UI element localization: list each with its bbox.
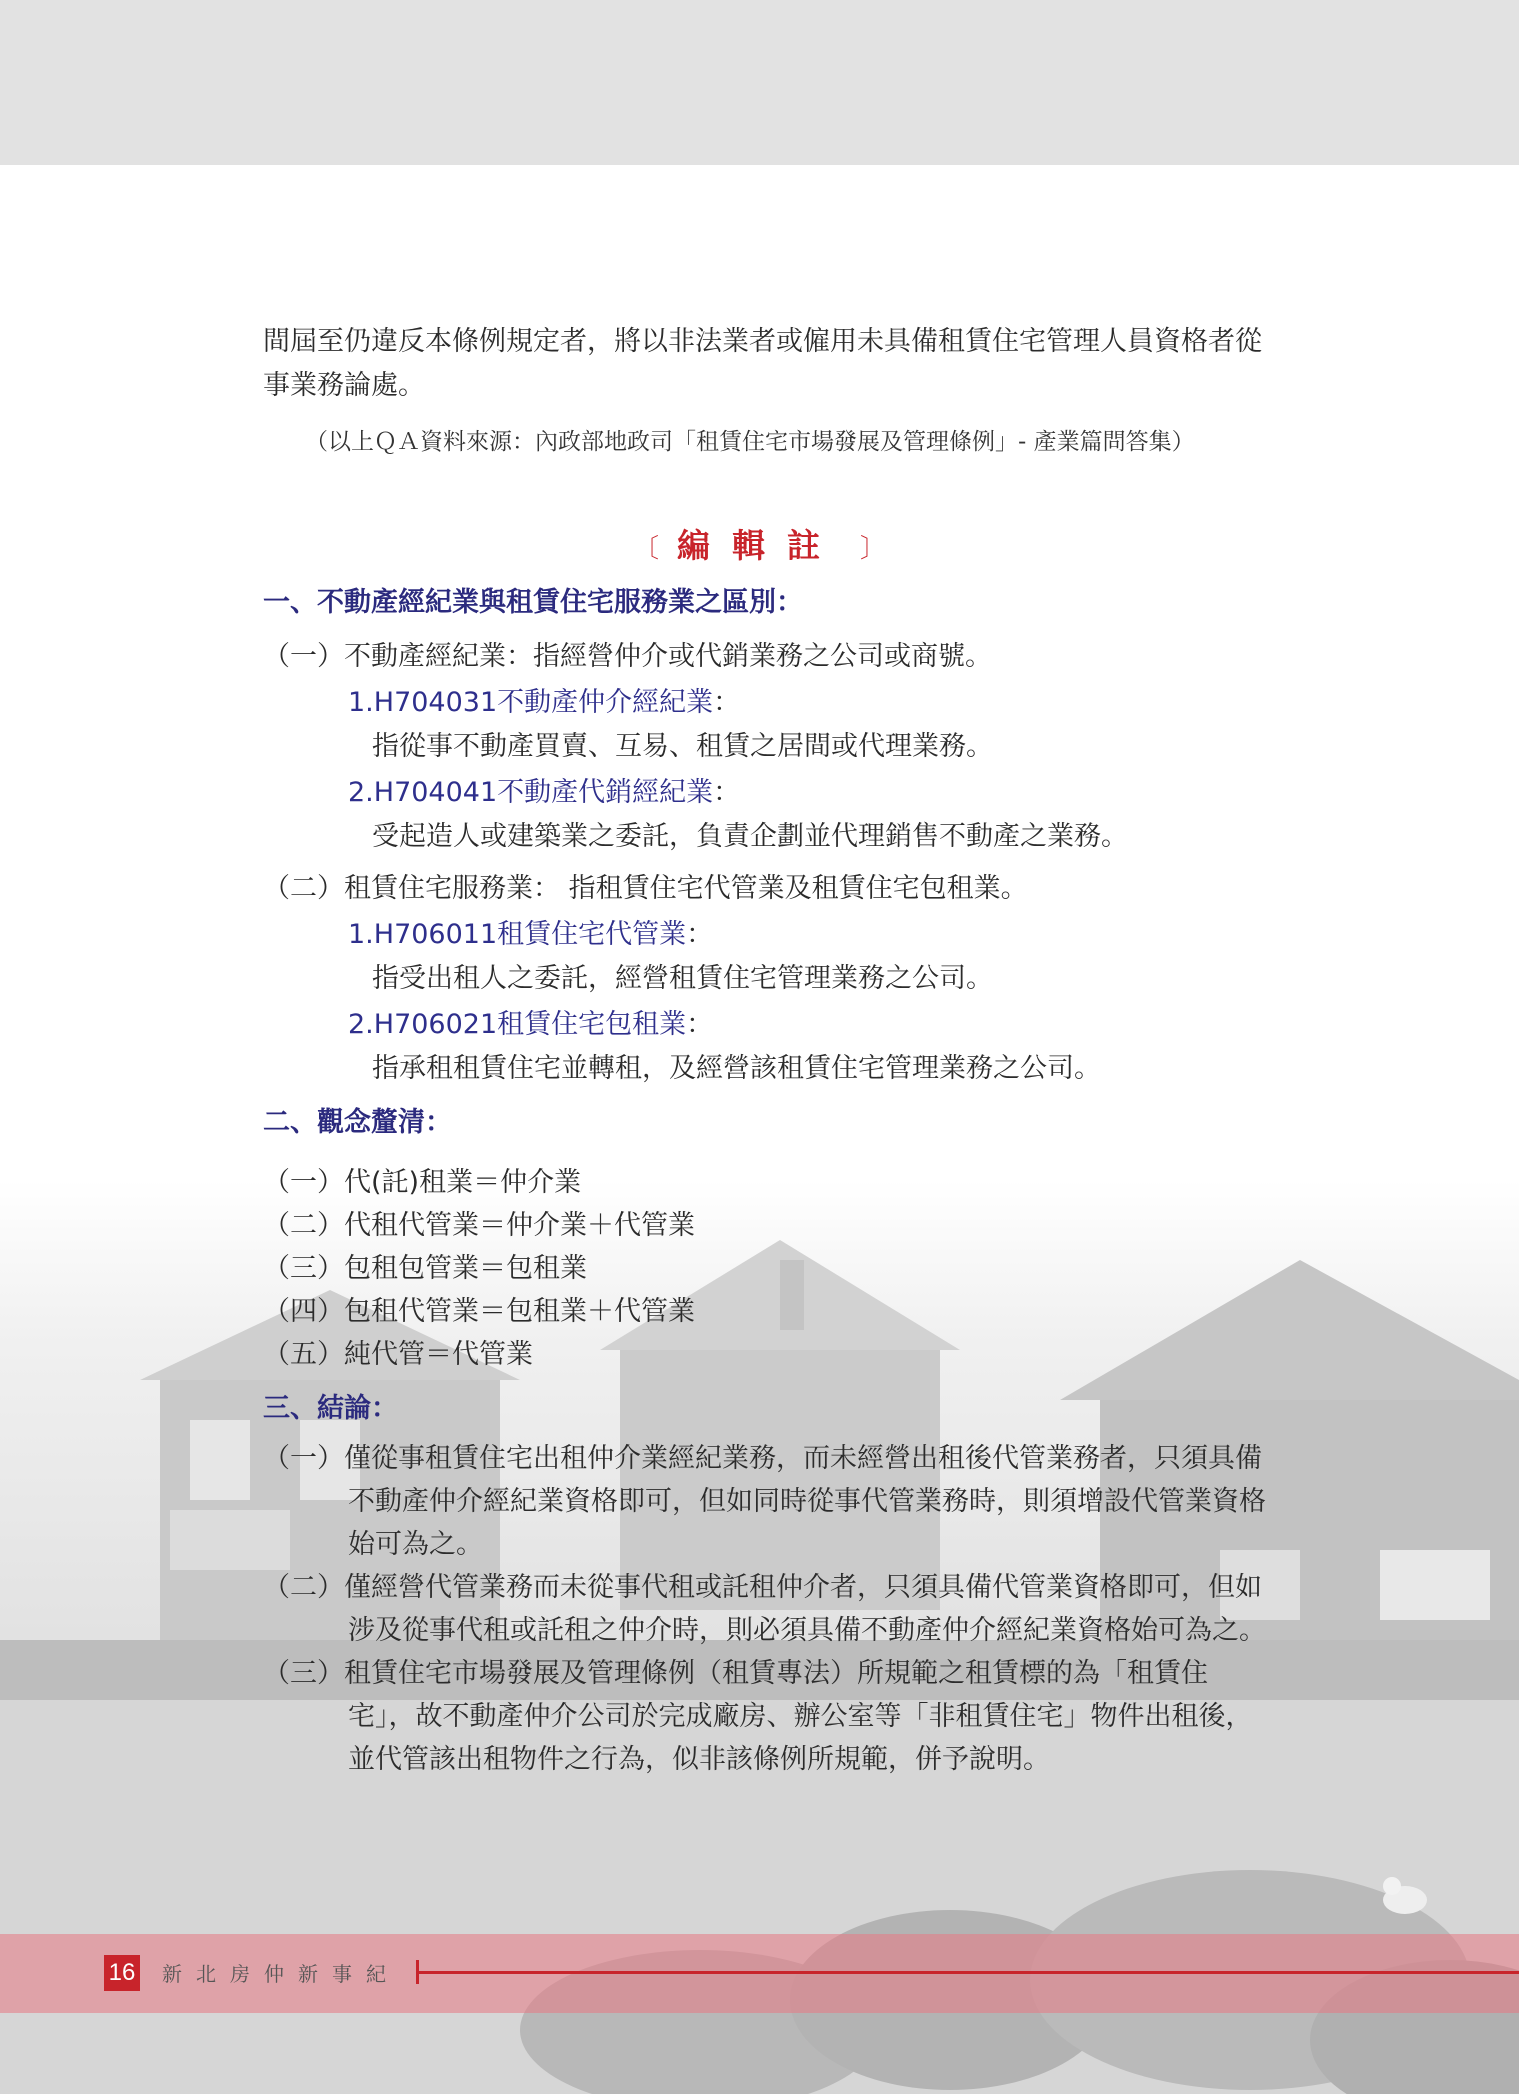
section-3-heading: 三、結論： bbox=[263, 1393, 398, 1424]
section-2-item: （四）包租代管業＝包租業＋代管業 bbox=[263, 1296, 695, 1327]
item-code-title: 1.H704031不動產仲介經紀業 bbox=[348, 687, 714, 718]
intro-line-1: 間屆至仍違反本條例規定者，將以非法業者或僱用未具備租賃住宅管理人員資格者從 bbox=[263, 326, 1262, 357]
conclusion-1-line-1: （一）僅從事租賃住宅出租仲介業經紀業務，而未經營出租後代管業務者，只須具備 bbox=[263, 1443, 1262, 1474]
section-1-sub-1-item-2-title bbox=[348, 770, 740, 809]
footer-rule bbox=[418, 1971, 1519, 1974]
item-code-title: 1.H706011租賃住宅代管業 bbox=[348, 919, 687, 950]
section-1-sub-1-item-2-desc: 受起造人或建築業之委託，負責企劃並代理銷售不動產之業務。 bbox=[372, 821, 1128, 852]
colon: ： bbox=[713, 687, 741, 718]
editor-note-title bbox=[0, 520, 1519, 567]
section-2-heading: 二、觀念釐清： bbox=[263, 1107, 452, 1138]
conclusion-2-line-1: （二）僅經營代管業務而未從事代租或託租仲介者，只須具備代管業資格即可，但如 bbox=[263, 1572, 1262, 1603]
editor-note-text: 編輯註 bbox=[677, 526, 842, 565]
conclusion-2-line-2: 涉及從事代租或託租之仲介時，則必須具備不動產仲介經紀業資格始可為之。 bbox=[348, 1615, 1266, 1646]
section-2-item: （二）代租代管業＝仲介業＋代管業 bbox=[263, 1210, 695, 1241]
page-number: 16 bbox=[104, 1955, 140, 1991]
colon: ： bbox=[686, 1009, 714, 1040]
section-1-heading: 一、不動產經紀業與租賃住宅服務業之區別： bbox=[263, 587, 803, 618]
conclusion-1-line-3: 始可為之。 bbox=[348, 1529, 483, 1560]
source-citation: （以上ＱＡ資料來源：內政部地政司「租賃住宅市場發展及管理條例」- 產業篇問答集） bbox=[305, 429, 1195, 455]
item-code-title: 2.H704041不動產代銷經紀業 bbox=[348, 777, 714, 808]
section-1-sub-1-item-1-desc: 指從事不動產買賣、互易、租賃之居間或代理業務。 bbox=[372, 731, 993, 762]
publication-title: 新北房仲新事紀 bbox=[162, 1962, 400, 1986]
conclusion-3-line-2: 宅」，故不動產仲介公司於完成廠房、辦公室等「非租賃住宅」物件出租後， bbox=[348, 1701, 1253, 1732]
section-1-sub-1: （一）不動產經紀業：指經營仲介或代銷業務之公司或商號。 bbox=[263, 641, 992, 672]
item-code-title: 2.H706021租賃住宅包租業 bbox=[348, 1009, 687, 1040]
colon: ： bbox=[713, 777, 741, 808]
section-1-sub-2-item-2-title bbox=[348, 1002, 713, 1041]
intro-line-2: 事業務論處。 bbox=[263, 370, 425, 401]
section-1-sub-2-item-1-title bbox=[348, 912, 713, 951]
colon: ： bbox=[686, 919, 714, 950]
conclusion-3-line-1: （三）租賃住宅市場發展及管理條例（租賃專法）所規範之租賃標的為「租賃住 bbox=[263, 1658, 1208, 1689]
bracket-close: 〕 bbox=[860, 534, 887, 564]
section-1-sub-2: （二）租賃住宅服務業： 指租賃住宅代管業及租賃住宅包租業。 bbox=[263, 873, 1028, 904]
section-2-item: （一）代(託)租業＝仲介業 bbox=[263, 1167, 582, 1198]
header-gray-band bbox=[0, 0, 1519, 165]
section-1-sub-2-item-1-desc: 指受出租人之委託，經營租賃住宅管理業務之公司。 bbox=[372, 963, 993, 994]
section-1-sub-1-item-1-title bbox=[348, 680, 740, 719]
bracket-open: 〔 bbox=[632, 534, 659, 564]
conclusion-3-line-3: 並代管該出租物件之行為，似非該條例所規範，併予說明。 bbox=[348, 1744, 1050, 1775]
section-2-item: （三）包租包管業＝包租業 bbox=[263, 1253, 587, 1284]
section-2-item: （五）純代管＝代管業 bbox=[263, 1339, 533, 1370]
intro-block bbox=[263, 320, 1303, 462]
conclusion-1-line-2: 不動產仲介經紀業資格即可，但如同時從事代管業務時，則須增設代管業資格 bbox=[348, 1486, 1266, 1517]
section-1-sub-2-item-2-desc: 指承租租賃住宅並轉租，及經營該租賃住宅管理業務之公司。 bbox=[372, 1053, 1101, 1084]
